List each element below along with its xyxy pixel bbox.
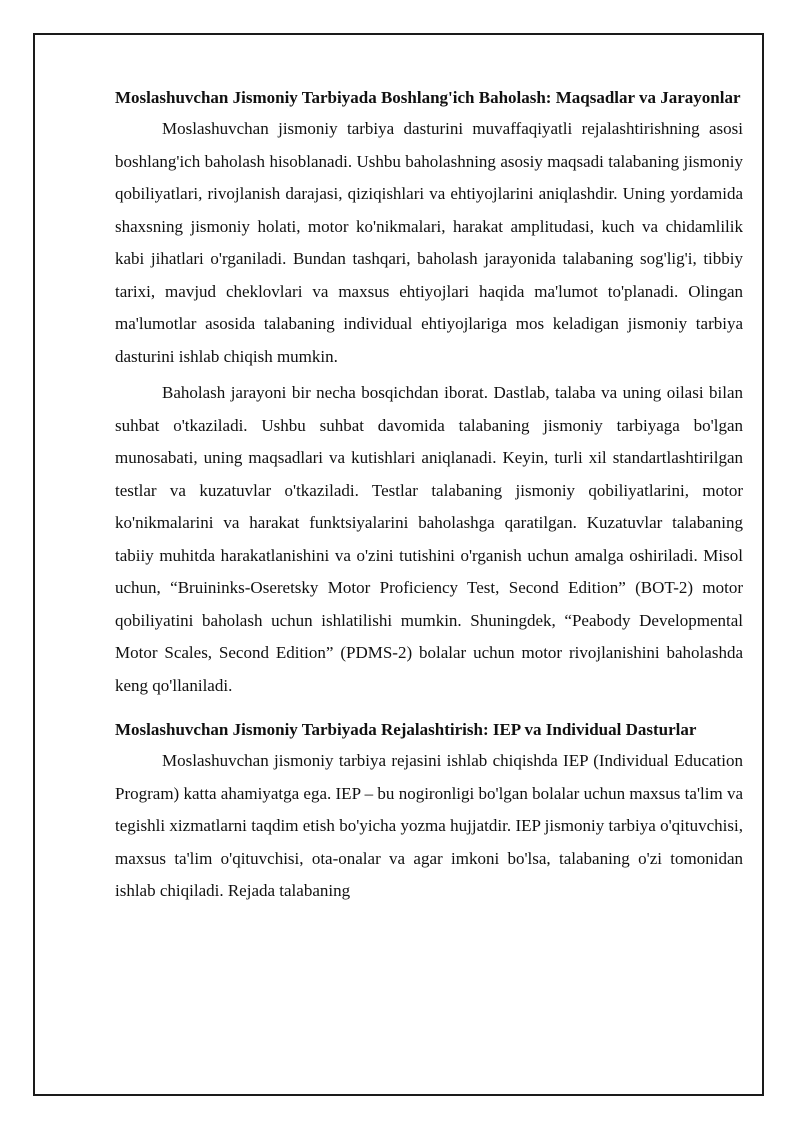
section-heading-initial-assessment: Moslashuvchan Jismoniy Tarbiyada Boshlang'ich Baholash: Maqsadlar va Jarayonlar [115, 88, 741, 107]
section-heading-planning-iep: Moslashuvchan Jismoniy Tarbiyada Rejalashtirish: IEP va Individual Dasturlar [115, 720, 697, 739]
paragraph-assessment-purpose: Moslashuvchan jismoniy tarbiya dasturini muvaffaqiyatli rejalashtirishning asosi boshlang'ich baholash hisoblanadi. Ushbu baholashning asosiy maqsadi talabaning jismoniy qobiliyatlari, rivojlanish darajasi, qiziqishlari va ehtiyojlarini aniqlashdir. Uning yordamida shaxsning jismoniy holati, motor ko'nikmalari, harakat amplitudasi, kuch va chidamlilik kabi jihatlari o'rganiladi. Bundan tashqari, baholash jarayonida talabaning sog'lig'i, tibbiy tarixi, mavjud cheklovlari va maxsus ehtiyojlari haqida ma'lumot to'planadi. Olingan ma'lumotlar asosida talabaning individual ehtiyojlariga mos keladigan jismoniy tarbiya dasturini ishlab chiqish mumkin. [115, 119, 743, 366]
paragraph-assessment-process: Baholash jarayoni bir necha bosqichdan iborat. Dastlab, talaba va uning oilasi bilan suhbat o'tkaziladi. Ushbu suhbat davomida talabaning jismoniy tarbiyaga bo'lgan munosabati, uning maqsadlari va kutishlari aniqlanadi. Keyin, turli xil standartlashtirilgan testlar va kuzatuvlar o'tkaziladi. Testlar talabaning jismoniy qobiliyatlarini, motor ko'nikmalarini va harakat funktsiyalarini baholashga qaratilgan. Kuzatuvlar talabaning tabiiy muhitda harakatlanishini va o'zini tutishini o'rganish uchun amalga oshiriladi. Misol uchun, “Bruininks-Oseretsky Motor Proficiency Test, Second Edition” (BOT-2) motor qobiliyatini baholash uchun ishlatilishi mumkin. Shuningdek, “Peabody Developmental Motor Scales, Second Edition” (PDMS-2) bolalar uchun motor rivojlanishini baholashda keng qo'llaniladi. [115, 383, 743, 695]
paragraph-iep: Moslashuvchan jismoniy tarbiya rejasini ishlab chiqishda IEP (Individual Education Program) katta ahamiyatga ega. IEP – bu nogironligi bo'lgan bolalar uchun maxsus ta'lim va tegishli xizmatlarni taqdim etish bo'yicha yozma hujjatdir. IEP jismoniy tarbiya o'qituvchisi, maxsus ta'lim o'qituvchisi, ota-onalar va agar imkoni bo'lsa, talabaning o'zi tomonidan ishlab chiqiladi. Rejada talabaning [115, 751, 743, 900]
document-body [115, 86, 743, 908]
